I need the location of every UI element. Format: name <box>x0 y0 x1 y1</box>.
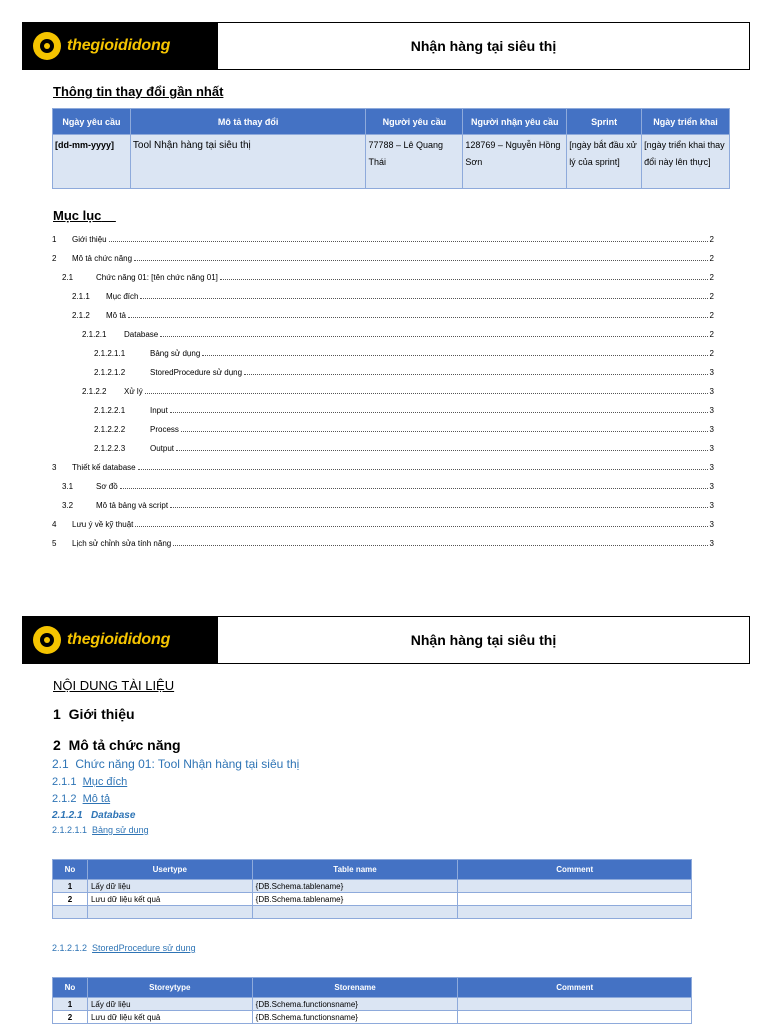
section-num: 2.1.2.1.2 <box>52 943 88 953</box>
toc-item-title: Process <box>150 425 179 434</box>
section-title: Chức năng 01: Tool Nhận hàng tại siêu thị <box>75 757 300 771</box>
toc-item[interactable] <box>52 477 714 496</box>
toc-item-number: 2.1.2.1.2 <box>94 368 126 377</box>
toc-heading-text: Mục lục <box>53 208 102 223</box>
toc-item-number: 2.1.2.1 <box>82 330 107 339</box>
section-2-heading <box>53 737 181 753</box>
toc-item[interactable] <box>52 534 714 553</box>
toc-item[interactable] <box>52 363 714 382</box>
toc-dot-leader <box>160 336 707 337</box>
col-usertype: Usertype <box>87 860 252 880</box>
cell-no: 1 <box>53 998 88 1011</box>
table-row <box>53 893 692 906</box>
cell-storename: {DB.Schema.functionsname} <box>252 998 458 1011</box>
cell-table-name: {DB.Schema.tablename} <box>252 880 458 893</box>
cell-receiver: 128769 – Nguyễn Hồng Sơn <box>463 135 567 189</box>
section-num: 2.1 <box>52 757 69 771</box>
toc-item[interactable] <box>52 230 714 249</box>
toc-item[interactable] <box>52 496 714 515</box>
toc-item-title: Chức năng 01: [tên chức năng 01] <box>96 273 218 282</box>
section-2-1-2-heading <box>52 793 110 805</box>
section-num: 2 <box>53 737 61 753</box>
toc-item-title: StoredProcedure sử dụng <box>150 368 243 377</box>
cell-requester: 77788 – Lê Quang Thái <box>366 135 463 189</box>
cell-no: 2 <box>53 1011 88 1024</box>
toc-item-title: Mô tả <box>106 311 127 320</box>
toc-item-number: 2.1.2 <box>72 311 90 320</box>
logo-text: thegioididong <box>67 631 171 648</box>
table-row <box>53 1011 692 1024</box>
cell-comment <box>458 880 692 893</box>
toc-dot-leader <box>173 545 707 546</box>
toc-item-title: Thiết kế database <box>72 463 136 472</box>
section-2-1-1-heading <box>52 776 127 788</box>
cell-table-name: {DB.Schema.tablename} <box>252 893 458 906</box>
toc-item-number: 3 <box>52 463 57 472</box>
toc-item[interactable] <box>52 344 714 363</box>
section-num: 2.1.2 <box>52 793 77 805</box>
col-requester: Người yêu cầu <box>366 109 463 135</box>
procs-used-table <box>52 977 692 1024</box>
toc-item-title: Bảng sử dụng <box>150 349 201 358</box>
section-link[interactable]: Bảng sử dụng <box>92 825 149 835</box>
toc-item-page: 3 <box>709 520 714 529</box>
toc-item-title: Mô tả bảng và script <box>96 501 169 510</box>
toc-item-title: Mục đích <box>106 292 139 301</box>
toc-item[interactable] <box>52 401 714 420</box>
content-heading: NỘI DUNG TÀI LIỆU <box>53 678 175 693</box>
cell-request-date: [dd-mm-yyyy] <box>53 135 131 189</box>
page-header <box>22 22 750 70</box>
toc-item-number: 2.1.2.2.3 <box>94 444 126 453</box>
toc-item[interactable] <box>52 325 714 344</box>
toc-item[interactable] <box>52 458 714 477</box>
toc-item-page: 3 <box>709 387 714 396</box>
toc-item-title: Output <box>150 444 175 453</box>
toc-item-page: 2 <box>709 292 714 301</box>
toc-item-page: 2 <box>709 254 714 263</box>
col-table-name: Table name <box>252 860 458 880</box>
toc-item-number: 3.2 <box>62 501 74 510</box>
toc-item-page: 3 <box>709 539 714 548</box>
toc-item[interactable] <box>52 249 714 268</box>
page-header-2 <box>22 616 750 664</box>
col-storename: Storename <box>252 978 458 998</box>
toc-item[interactable] <box>52 420 714 439</box>
col-deploy-date: Ngày triển khai <box>642 109 730 135</box>
toc-dot-leader <box>135 526 707 527</box>
toc-dot-leader <box>181 431 708 432</box>
toc-item[interactable] <box>52 382 714 401</box>
col-no: No <box>53 860 88 880</box>
toc-item-page: 3 <box>709 463 714 472</box>
section-title: Mô tả chức năng <box>68 737 181 753</box>
toc-item-number: 4 <box>52 520 57 529</box>
section-title: Giới thiệu <box>68 706 135 722</box>
cell-empty <box>458 906 692 919</box>
toc-item-title: Database <box>124 330 159 339</box>
toc-item[interactable] <box>52 268 714 287</box>
section-num: 2.1.1 <box>52 776 77 788</box>
cell-comment <box>458 1011 692 1024</box>
toc-item-page: 3 <box>709 368 714 377</box>
toc-item-page: 2 <box>709 311 714 320</box>
cell-comment <box>458 893 692 906</box>
toc-item-page: 2 <box>709 235 714 244</box>
cell-usertype: Lấy dữ liệu <box>87 880 252 893</box>
cell-storeytype: Lấy dữ liệu <box>87 998 252 1011</box>
section-link[interactable]: Mục đích <box>82 776 128 788</box>
toc-item-title: Mô tả chức năng <box>72 254 133 263</box>
toc-item-page: 3 <box>709 425 714 434</box>
col-comment: Comment <box>458 978 692 998</box>
section-num: 1 <box>53 706 61 722</box>
change-info-table <box>52 108 730 189</box>
toc-item[interactable] <box>52 287 714 306</box>
cell-deploy-date: [ngày triển khai thay đổi này lên thực] <box>642 135 730 189</box>
cell-storeytype: Lưu dữ liệu kết quả <box>87 1011 252 1024</box>
section-1-heading <box>53 706 135 722</box>
logo-text: thegioididong <box>67 37 171 54</box>
section-2-1-2-1-1-heading <box>52 825 149 835</box>
toc-item-page: 3 <box>709 406 714 415</box>
toc-dot-leader <box>128 317 708 318</box>
toc-dot-leader <box>202 355 707 356</box>
toc-item-title: Lịch sử chỉnh sửa tính năng <box>72 539 172 548</box>
cell-description: Tool Nhận hàng tại siêu thị <box>130 135 366 189</box>
section-link[interactable]: StoredProcedure sử dụng <box>92 943 196 953</box>
toc-dot-leader <box>120 488 708 489</box>
col-no: No <box>53 978 88 998</box>
cell-comment <box>458 998 692 1011</box>
toc-dot-leader <box>109 241 708 242</box>
brand-logo <box>23 23 218 69</box>
document-title: Nhận hàng tại siêu thị <box>410 38 557 54</box>
toc-item-title: Giới thiệu <box>72 235 107 244</box>
toc-dot-leader <box>138 469 708 470</box>
toc-item-number: 2.1.1 <box>72 292 90 301</box>
col-receiver: Người nhận yêu cầu <box>463 109 567 135</box>
cell-empty <box>87 906 252 919</box>
cell-no: 2 <box>53 893 88 906</box>
toc-item[interactable] <box>52 515 714 534</box>
tables-used-table <box>52 859 692 919</box>
table-row <box>53 880 692 893</box>
table-row <box>53 998 692 1011</box>
toc-item-title: Xử lý <box>124 387 143 396</box>
toc-item[interactable] <box>52 306 714 325</box>
col-description: Mô tả thay đổi <box>130 109 366 135</box>
document-title-2: Nhận hàng tại siêu thị <box>410 632 557 648</box>
col-request-date: Ngày yêu cầu <box>53 109 131 135</box>
toc-item-number: 1 <box>52 235 57 244</box>
toc-item-number: 2.1.2.1.1 <box>94 349 126 358</box>
logo-icon <box>33 32 61 60</box>
toc-item-page: 2 <box>709 330 714 339</box>
cell-usertype: Lưu dữ liệu kết quả <box>87 893 252 906</box>
toc-dot-leader <box>134 260 707 261</box>
cell-no: 1 <box>53 880 88 893</box>
toc-heading <box>53 208 116 223</box>
toc-item-number: 5 <box>52 539 57 548</box>
section-num: 2.1.2.1.1 <box>52 825 88 835</box>
toc-item-page: 3 <box>709 482 714 491</box>
toc-dot-leader <box>140 298 707 299</box>
toc-item-page: 2 <box>709 273 714 282</box>
toc-dot-leader <box>220 279 708 280</box>
section-2-1-2-1-heading <box>52 810 135 821</box>
section-title: Database <box>90 810 136 821</box>
change-info-heading: Thông tin thay đổi gần nhất <box>53 84 224 99</box>
toc-item-number: 2.1.2.2 <box>82 387 107 396</box>
toc-item-number: 3.1 <box>62 482 74 491</box>
col-comment: Comment <box>458 860 692 880</box>
section-num: 2.1.2.1 <box>52 810 83 821</box>
toc-item-number: 2.1.2.2.2 <box>94 425 126 434</box>
cell-storename: {DB.Schema.functionsname} <box>252 1011 458 1024</box>
toc-item[interactable] <box>52 439 714 458</box>
col-sprint: Sprint <box>567 109 642 135</box>
section-2-1-heading <box>52 757 299 771</box>
toc-item-title: Sơ đồ <box>96 482 118 491</box>
toc-dot-leader <box>145 393 708 394</box>
cell-empty <box>252 906 458 919</box>
toc-item-page: 3 <box>709 501 714 510</box>
cell-sprint: [ngày bắt đầu xử lý của sprint] <box>567 135 642 189</box>
brand-logo-2 <box>23 617 218 663</box>
logo-icon <box>33 626 61 654</box>
toc-item-page: 2 <box>709 349 714 358</box>
toc-item-title: Lưu ý về kỹ thuật <box>72 520 134 529</box>
section-2-1-2-1-2-heading <box>52 943 196 953</box>
toc-item-number: 2.1.2.2.1 <box>94 406 126 415</box>
toc-dot-leader <box>170 507 708 508</box>
cell-empty <box>53 906 88 919</box>
toc-item-title: Input <box>150 406 168 415</box>
table-row-empty <box>53 906 692 919</box>
toc-dot-leader <box>244 374 707 375</box>
toc-item-number: 2.1 <box>62 273 74 282</box>
toc-dot-leader <box>176 450 708 451</box>
toc-item-page: 3 <box>709 444 714 453</box>
toc-dot-leader <box>170 412 708 413</box>
table-row <box>53 135 730 189</box>
col-storeytype: Storeytype <box>87 978 252 998</box>
section-link[interactable]: Mô tả <box>82 793 111 805</box>
toc-item-number: 2 <box>52 254 57 263</box>
